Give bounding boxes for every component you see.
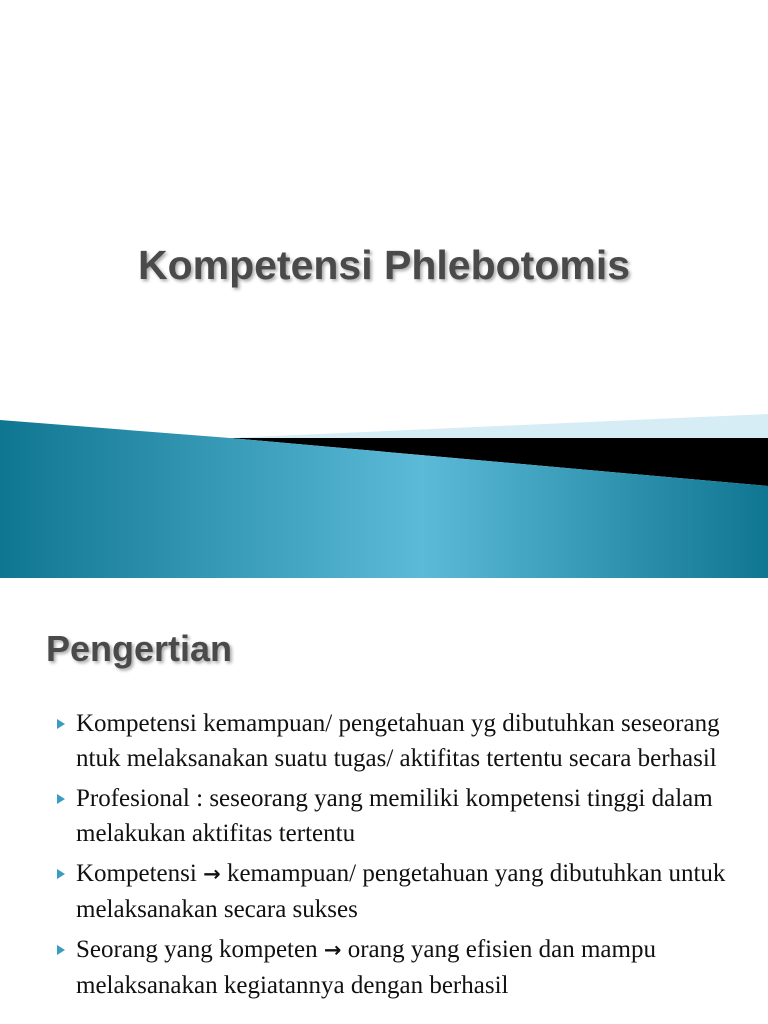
decorative-banner: [0, 414, 768, 578]
slide-title: Kompetensi Phlebotomis: [137, 242, 631, 288]
bullet-text-post: orang yang efisien dan mampu melaksanakan kegiatannya dengan berhasil: [76, 936, 656, 999]
triangle-bullet-icon: [57, 945, 65, 955]
slide-title: Pengertian: [46, 628, 233, 669]
bullet-text: Kompetensi kemampuan/ pengetahuan yg dibutuhkan seseorang ntuk melaksanakan suatu tugas/ aktifitas tertentu secara berhasil: [76, 710, 720, 772]
bullet-item: [54, 932, 754, 1003]
triangle-bullet-icon: [57, 794, 65, 804]
bullet-item: [54, 706, 754, 776]
bullet-item: [54, 856, 754, 927]
triangle-bullet-icon: [57, 869, 65, 879]
bullet-list: [54, 706, 754, 1008]
bullet-text-pre: Kompetensi: [76, 860, 204, 887]
bullet-text-post: kemampuan/ pengetahuan yang dibutuhkan untuk melaksanakan secara sukses: [76, 860, 726, 923]
arrow-right-icon: →: [203, 862, 221, 886]
arrow-right-icon: →: [323, 938, 342, 962]
bullet-item: [54, 781, 754, 851]
bullet-text-pre: Seorang yang kompeten: [76, 936, 324, 963]
banner-pale-stripe: [230, 414, 768, 438]
triangle-bullet-icon: [57, 719, 65, 729]
bullet-text: Profesional : seseorang yang memiliki kompetensi tinggi dalam melakukan aktifitas tertentu: [76, 785, 713, 847]
content-slide: [0, 578, 768, 1024]
